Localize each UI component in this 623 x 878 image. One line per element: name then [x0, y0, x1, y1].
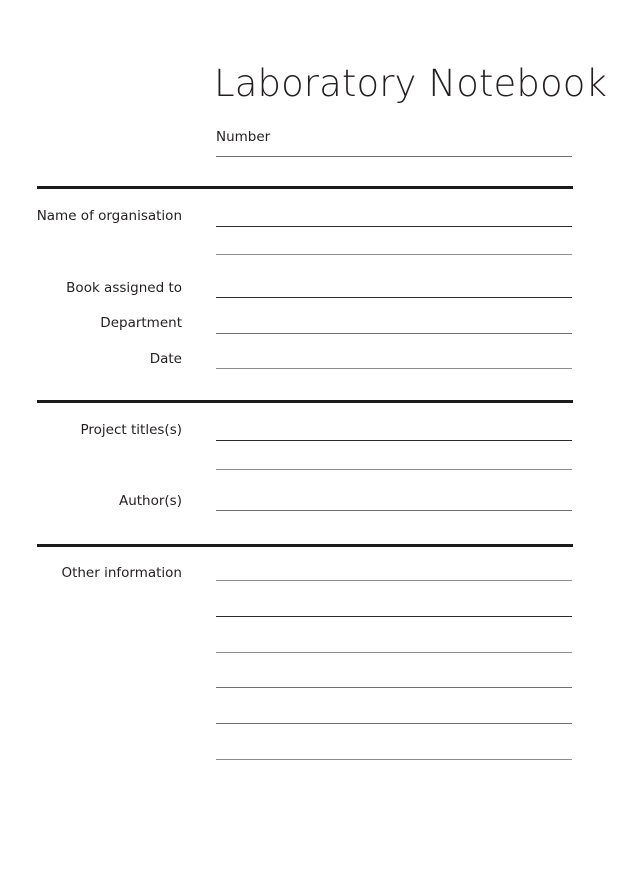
label-book-assigned-to: Book assigned to — [66, 280, 182, 296]
field-rule-other-information-2[interactable] — [216, 616, 572, 617]
field-rule-other-information-6[interactable] — [216, 759, 572, 760]
field-rule-name-of-organisation-2[interactable] — [216, 254, 572, 255]
field-rule-other-information-3[interactable] — [216, 652, 572, 653]
field-rule-other-information-4[interactable] — [216, 687, 572, 688]
label-date: Date — [149, 351, 182, 367]
number-field-rule[interactable] — [216, 156, 572, 157]
field-rule-other-information-5[interactable] — [216, 723, 572, 724]
field-rule-name-of-organisation-1[interactable] — [216, 226, 572, 227]
field-rule-department[interactable] — [216, 333, 572, 334]
label-authors: Author(s) — [118, 493, 182, 509]
label-other-information: Other information — [61, 565, 182, 581]
field-rule-other-information-1[interactable] — [216, 580, 572, 581]
label-department: Department — [100, 315, 182, 331]
field-rule-project-titles-2[interactable] — [216, 469, 572, 470]
field-rule-authors[interactable] — [216, 510, 572, 511]
section-divider-3 — [37, 544, 573, 547]
page-title: Laboratory Notebook — [214, 62, 607, 105]
section-divider-2 — [37, 400, 573, 403]
label-name-of-organisation: Name of organisation — [36, 208, 182, 224]
field-rule-date[interactable] — [216, 368, 572, 369]
field-rule-book-assigned-to[interactable] — [216, 297, 572, 298]
field-rule-project-titles-1[interactable] — [216, 440, 572, 441]
label-project-titles: Project titles(s) — [80, 422, 182, 438]
number-field-label: Number — [216, 129, 271, 145]
section-divider-1 — [37, 186, 573, 189]
